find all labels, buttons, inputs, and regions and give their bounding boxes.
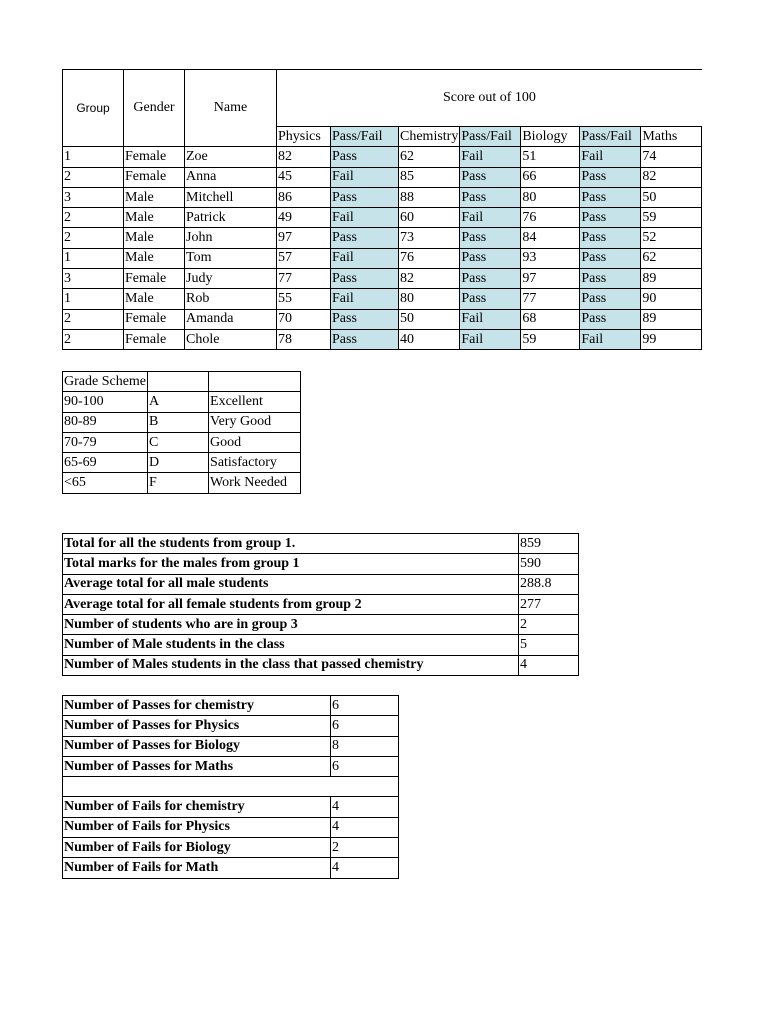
cell-physics: 70: [277, 309, 331, 329]
table-row: [63, 269, 702, 289]
grade-description: Good: [209, 432, 301, 452]
cell-chemistry-pass-fail: Fail: [460, 147, 521, 167]
fails-row-label: Number of Fails for Physics: [63, 817, 331, 837]
passes-row-label: Number of Passes for Maths: [63, 756, 331, 776]
fails-row: [63, 817, 399, 837]
cell-biology-pass-fail: Pass: [580, 289, 641, 309]
grade-row: [63, 453, 301, 473]
cell-gender: Male: [124, 208, 185, 228]
cell-biology-pass-fail: Pass: [580, 228, 641, 248]
passes-row-value: 6: [331, 756, 399, 776]
cell-chemistry: 40: [399, 329, 460, 349]
cell-group: 2: [63, 228, 124, 248]
cell-chemistry: 73: [399, 228, 460, 248]
cell-chemistry: 62: [399, 147, 460, 167]
cell-name: Mitchell: [185, 187, 277, 207]
grade-range: 65-69: [63, 453, 148, 473]
table-row: [63, 147, 702, 167]
grade-scheme-block: [62, 371, 301, 494]
cell-maths: 52: [641, 228, 702, 248]
cell-maths: 99: [641, 329, 702, 349]
passes-row: [63, 696, 399, 716]
fails-row-label: Number of Fails for Math: [63, 858, 331, 878]
cell-name: Amanda: [185, 309, 277, 329]
cell-biology-pass-fail: Pass: [580, 248, 641, 268]
cell-group: 3: [63, 187, 124, 207]
cell-chemistry-pass-fail: Pass: [460, 248, 521, 268]
cell-chemistry: 88: [399, 187, 460, 207]
cell-chemistry-pass-fail: Fail: [460, 208, 521, 228]
grade-description: Very Good: [209, 412, 301, 432]
cell-chemistry-pass-fail: Pass: [460, 289, 521, 309]
cell-physics-pass-fail: Pass: [331, 309, 399, 329]
grade-scheme-title-row: [63, 372, 301, 392]
grade-letter: F: [148, 473, 209, 493]
cell-biology-pass-fail: Pass: [580, 208, 641, 228]
cell-physics: 49: [277, 208, 331, 228]
cell-biology: 76: [521, 208, 580, 228]
passes-row-value: 6: [331, 716, 399, 736]
cell-biology-pass-fail: Fail: [580, 329, 641, 349]
cell-group: 2: [63, 309, 124, 329]
cell-physics: 82: [277, 147, 331, 167]
summary-row-label: Number of students who are in group 3: [63, 615, 519, 635]
cell-group: 2: [63, 329, 124, 349]
cell-maths: 62: [641, 248, 702, 268]
cell-biology: 77: [521, 289, 580, 309]
header-biology: Biology: [521, 127, 580, 147]
table-row: [63, 289, 702, 309]
passes-row: [63, 716, 399, 736]
fails-row-label: Number of Fails for chemistry: [63, 797, 331, 817]
cell-physics-pass-fail: Fail: [331, 248, 399, 268]
summary-row: [63, 594, 579, 614]
cell-biology: 51: [521, 147, 580, 167]
summary-row-label: Average total for all male students: [63, 574, 519, 594]
cell-chemistry: 76: [399, 248, 460, 268]
header-row: [63, 70, 702, 127]
cell-biology: 66: [521, 167, 580, 187]
summary-row-value: 4: [519, 655, 579, 675]
cell-maths: 50: [641, 187, 702, 207]
spacer-row: [63, 777, 399, 797]
cell-biology: 97: [521, 269, 580, 289]
scores-table-block: [62, 69, 702, 350]
cell-physics: 45: [277, 167, 331, 187]
cell-name: Tom: [185, 248, 277, 268]
grade-row: [63, 392, 301, 412]
header-group: Group: [63, 70, 124, 147]
cell-chemistry: 80: [399, 289, 460, 309]
spacer-cell: [63, 777, 399, 797]
summary-row-label: Average total for all female students from group 2: [63, 594, 519, 614]
cell-biology-pass-fail: Pass: [580, 309, 641, 329]
header-gender: Gender: [124, 70, 185, 147]
cell-maths: 82: [641, 167, 702, 187]
cell-physics-pass-fail: Pass: [331, 187, 399, 207]
summary-row-value: 288.8: [519, 574, 579, 594]
summary-row-label: Number of Males students in the class that passed chemistry: [63, 655, 519, 675]
cell-name: Rob: [185, 289, 277, 309]
table-row: [63, 329, 702, 349]
summary-row-label: Number of Male students in the class: [63, 635, 519, 655]
passes-row-label: Number of Passes for chemistry: [63, 696, 331, 716]
passes-row: [63, 736, 399, 756]
cell-biology: 68: [521, 309, 580, 329]
cell-physics-pass-fail: Fail: [331, 167, 399, 187]
cell-group: 2: [63, 167, 124, 187]
fails-row: [63, 797, 399, 817]
cell-physics: 78: [277, 329, 331, 349]
grade-scheme-table: [62, 371, 301, 494]
cell-biology-pass-fail: Pass: [580, 187, 641, 207]
cell-chemistry-pass-fail: Pass: [460, 228, 521, 248]
table-row: [63, 309, 702, 329]
cell-group: 1: [63, 147, 124, 167]
grade-row: [63, 412, 301, 432]
grade-range: <65: [63, 473, 148, 493]
table-row: [63, 187, 702, 207]
cell-gender: Female: [124, 269, 185, 289]
header-chemistry: Chemistry: [399, 127, 460, 147]
table-row: [63, 208, 702, 228]
fails-row-label: Number of Fails for Biology: [63, 838, 331, 858]
pass-fail-counts-table: [62, 695, 399, 879]
passes-row-value: 8: [331, 736, 399, 756]
grade-description: Satisfactory: [209, 453, 301, 473]
cell-physics-pass-fail: Fail: [331, 208, 399, 228]
cell-gender: Female: [124, 147, 185, 167]
cell-physics: 97: [277, 228, 331, 248]
header-name: Name: [185, 70, 277, 147]
cell-chemistry: 85: [399, 167, 460, 187]
cell-group: 1: [63, 289, 124, 309]
grade-letter: A: [148, 392, 209, 412]
table-row: [63, 248, 702, 268]
cell-biology: 93: [521, 248, 580, 268]
grade-letter: C: [148, 432, 209, 452]
cell-group: 2: [63, 208, 124, 228]
cell-gender: Female: [124, 309, 185, 329]
cell-name: Judy: [185, 269, 277, 289]
cell-gender: Male: [124, 228, 185, 248]
grade-letter: D: [148, 453, 209, 473]
fails-row-value: 4: [331, 797, 399, 817]
cell-name: John: [185, 228, 277, 248]
cell-gender: Male: [124, 248, 185, 268]
grade-range: 80-89: [63, 412, 148, 432]
cell-chemistry-pass-fail: Fail: [460, 329, 521, 349]
fails-row-value: 2: [331, 838, 399, 858]
cell-name: Chole: [185, 329, 277, 349]
fails-row: [63, 858, 399, 878]
header-maths: Maths: [641, 127, 702, 147]
cell-maths: 89: [641, 269, 702, 289]
summary-row-label: Total for all the students from group 1.: [63, 534, 519, 554]
cell-biology: 84: [521, 228, 580, 248]
cell-maths: 90: [641, 289, 702, 309]
cell-physics: 57: [277, 248, 331, 268]
summary-row: [63, 635, 579, 655]
cell-chemistry: 60: [399, 208, 460, 228]
cell-physics-pass-fail: Fail: [331, 289, 399, 309]
cell-group: 1: [63, 248, 124, 268]
cell-maths: 74: [641, 147, 702, 167]
cell-gender: Male: [124, 289, 185, 309]
summary-row: [63, 534, 579, 554]
cell-chemistry-pass-fail: Pass: [460, 269, 521, 289]
fails-row: [63, 838, 399, 858]
cell-physics: 55: [277, 289, 331, 309]
header-pass-fail-physics: Pass/Fail: [331, 127, 399, 147]
summary-row-value: 2: [519, 615, 579, 635]
table-row: [63, 167, 702, 187]
cell-chemistry: 82: [399, 269, 460, 289]
summary-row-value: 5: [519, 635, 579, 655]
pass-fail-counts-block: [62, 695, 399, 879]
scores-table: [62, 69, 702, 350]
cell-biology: 80: [521, 187, 580, 207]
fails-row-value: 4: [331, 817, 399, 837]
summary-row-value: 859: [519, 534, 579, 554]
cell-gender: Female: [124, 167, 185, 187]
cell-physics-pass-fail: Pass: [331, 269, 399, 289]
cell-name: Patrick: [185, 208, 277, 228]
cell-biology: 59: [521, 329, 580, 349]
passes-row-value: 6: [331, 696, 399, 716]
cell-physics-pass-fail: Pass: [331, 228, 399, 248]
summary-row-label: Total marks for the males from group 1: [63, 554, 519, 574]
cell-biology-pass-fail: Pass: [580, 167, 641, 187]
passes-row-label: Number of Passes for Physics: [63, 716, 331, 736]
fails-row-value: 4: [331, 858, 399, 878]
cell-gender: Male: [124, 187, 185, 207]
header-pass-fail-biology: Pass/Fail: [580, 127, 641, 147]
grade-scheme-title: Grade Scheme: [63, 372, 148, 392]
cell-physics-pass-fail: Pass: [331, 329, 399, 349]
grade-range: 90-100: [63, 392, 148, 412]
summary-row: [63, 554, 579, 574]
table-row: [63, 228, 702, 248]
summary-row: [63, 655, 579, 675]
header-score-title: Score out of 100: [277, 70, 702, 127]
header-physics: Physics: [277, 127, 331, 147]
cell-group: 3: [63, 269, 124, 289]
cell-chemistry: 50: [399, 309, 460, 329]
cell-chemistry-pass-fail: Pass: [460, 167, 521, 187]
summary-row-value: 277: [519, 594, 579, 614]
cell-physics-pass-fail: Pass: [331, 147, 399, 167]
cell-biology-pass-fail: Fail: [580, 147, 641, 167]
grade-range: 70-79: [63, 432, 148, 452]
passes-row-label: Number of Passes for Biology: [63, 736, 331, 756]
cell-name: Zoe: [185, 147, 277, 167]
cell-name: Anna: [185, 167, 277, 187]
cell-biology-pass-fail: Pass: [580, 269, 641, 289]
cell-physics: 77: [277, 269, 331, 289]
passes-row: [63, 756, 399, 776]
grade-letter: B: [148, 412, 209, 432]
summary-row: [63, 615, 579, 635]
header-pass-fail-chemistry: Pass/Fail: [460, 127, 521, 147]
grade-description: Work Needed: [209, 473, 301, 493]
grade-row: [63, 432, 301, 452]
cell-maths: 59: [641, 208, 702, 228]
cell-chemistry-pass-fail: Pass: [460, 187, 521, 207]
cell-gender: Female: [124, 329, 185, 349]
cell-maths: 89: [641, 309, 702, 329]
summary-row-value: 590: [519, 554, 579, 574]
grade-scheme-empty-cell: [209, 372, 301, 392]
cell-chemistry-pass-fail: Fail: [460, 309, 521, 329]
summary-table: [62, 533, 579, 676]
grade-description: Excellent: [209, 392, 301, 412]
grade-scheme-empty-cell: [148, 372, 209, 392]
grade-row: [63, 473, 301, 493]
cell-physics: 86: [277, 187, 331, 207]
summary-row: [63, 574, 579, 594]
summary-block: [62, 533, 579, 676]
